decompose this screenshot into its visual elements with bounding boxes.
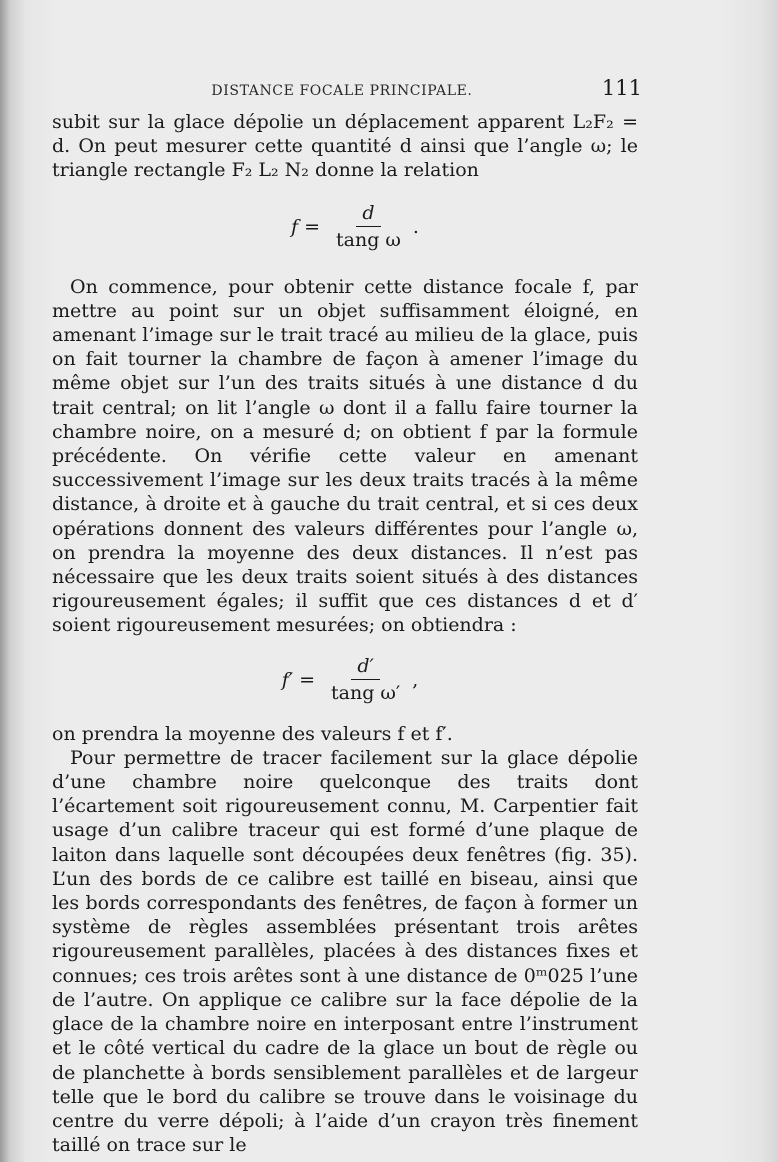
equation-denominator: tang ω′ <box>331 682 401 705</box>
equation-numerator: d′ <box>351 653 379 680</box>
equation-denominator: tang ω <box>336 229 401 252</box>
page-number: 111 <box>601 76 642 100</box>
running-title: DISTANCE FOCALE PRINCIPALE. <box>211 83 473 99</box>
equation-lhs: f = <box>291 215 321 238</box>
equation-focal-length <box>52 197 638 257</box>
equation-fraction <box>330 200 407 253</box>
equation-fraction <box>325 653 406 706</box>
paragraph-3: on prendra la moyenne des valeurs f et f′. <box>52 722 453 745</box>
paragraph-1: subit sur la glace dépolie un déplacement apparent L₂F₂ = d. On peut mesurer cette quantité d ainsi que l’angle ω; le triangle rectangle F₂ L₂ N₂ donne la relation <box>52 111 638 182</box>
equation-punctuation: . <box>412 215 419 238</box>
paragraph-4: Pour permettre de tracer facilement sur la glace dépolie d’une chambre noire quelconque des traits dont l’écartement soit rigoureusement connu, M. Carpentier fait usage d’un calibre traceur qui est formé d’une plaque de laiton dans laquelle sont découpées deux fenêtres (fig. 35). L’un des bords de ce calibre est taillé en biseau, ainsi que les bords correspondants des fenêtres, de façon à former un système de règles assemblées présentant trois arêtes rigoureusement parallèles, placées à des distances fixes et connues; ces trois arêtes sont à une distance de 0ᵐ025 l’une de l’autre. On applique ce calibre sur la face dépolie de la glace de la chambre noire en interposant entre l’instrument et le côté vertical du cadre de la glace un bout de règle ou de planchette à bords sensiblement parallèles et de largeur telle que le bord du calibre se trouve dans le voisinage du centre du verre dépoli; à l’aide d’un crayon très finement taillé on trace sur le <box>52 746 638 1157</box>
paragraph-2: On commence, pour obtenir cette distance focale f, par mettre au point sur un objet suffisamment éloigné, en amenant l’image sur le trait tracé au milieu de la glace, puis on fait tourner la chambre de façon à amener l’image du même objet sur l’un des traits situés à une distance d du trait central; on lit l’angle ω dont il a fallu faire tourner la chambre noire, on a mesuré d; on obtient f par la formule précédente. On vérifie cette valeur en amenant successivement l’image sur les deux traits tracés à la même distance, à droite et à gauche du trait central, et si ces deux opérations donnent des valeurs différentes pour l’angle ω, on prendra la moyenne des deux distances. Il n’est pas nécessaire que les deux traits soient situés à des distances rigoureusement égales; il suffit que ces distances d et d′ soient rigoureusement mesurées; on obtiendra : <box>52 275 638 637</box>
equation-focal-length-prime <box>52 650 638 710</box>
page-header <box>52 76 642 100</box>
body-text <box>52 110 638 1157</box>
equation-lhs: f′ = <box>281 668 316 691</box>
equation-punctuation: , <box>412 668 419 691</box>
equation-numerator: d <box>356 200 380 227</box>
